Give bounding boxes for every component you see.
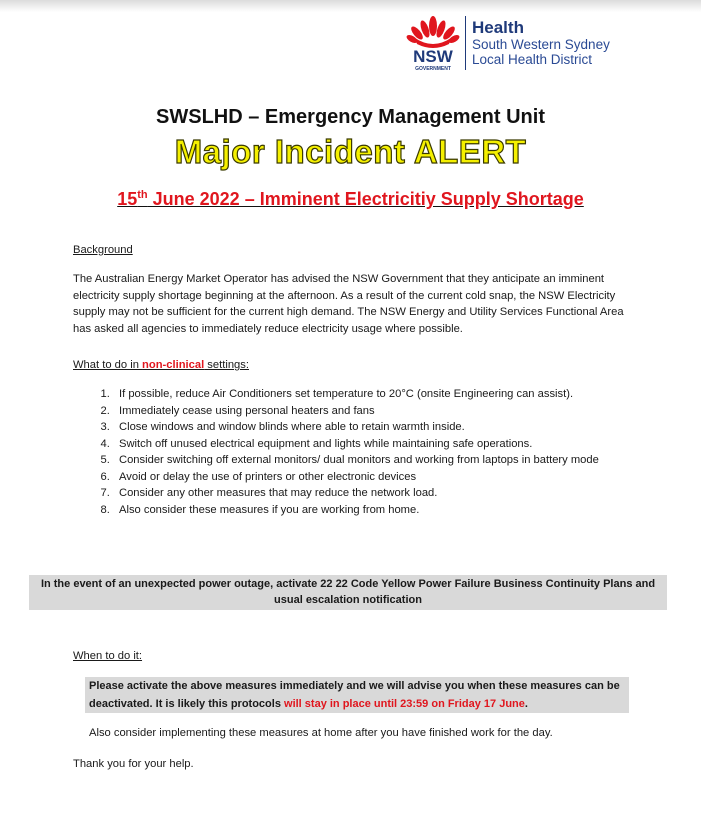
background-heading: Background [73, 244, 133, 256]
when-heading: When to do it: [73, 650, 143, 662]
measure-item: 2. Immediately cease using personal heaters and fans [113, 403, 653, 420]
measure-item: 1. If possible, reduce Air Conditioners set temperature to 20°C (onsite Engineering can assist). [113, 386, 653, 403]
measure-item: 6. Avoid or delay the use of printers or other electronic devices [113, 469, 653, 486]
measure-item: 5. Consider switching off external monitors/ dual monitors and working from laptops in battery mode [113, 452, 653, 469]
measure-item: 7. Consider any other measures that may reduce the network load. [113, 485, 653, 502]
logo-district-line1: South Western Sydney [472, 37, 610, 52]
background-paragraph: The Australian Energy Market Operator has advised the NSW Government that they anticipate an imminent electricity supply shortage beginning at the afternoon. As a result of the current cold snap, the NSW Electricity supply may not be sufficient for the current high demand. The NSW Energy and Utility Services Functional Area has asked all agencies to immediately reduce electricity usage where possible. [73, 273, 624, 335]
closing-text: Thank you for your help. [73, 758, 194, 770]
top-shade [0, 0, 701, 12]
measure-item: 4. Switch off unused electrical equipment and lights while maintaining safe operations. [113, 436, 653, 453]
alert-title: Major Incident ALERT [174, 133, 527, 170]
logo-district-line2: Local Health District [472, 52, 593, 67]
when-notice-box: Please activate the above measures immediately and we will advise you when these measures can be deactivated. It is likely this protocols will stay in place until 23:59 on Friday 17 June. [85, 677, 629, 713]
measure-item: 3. Close windows and window blinds where able to retain warmth inside. [113, 419, 653, 436]
measure-item: 8. Also consider these measures if you are working from home. [113, 502, 653, 519]
measures-list [73, 386, 653, 518]
outage-notice: In the event of an unexpected power outage, activate 22 22 Code Yellow Power Failure Business Continuity Plans and usual escalation notification [29, 575, 667, 610]
logo-health-label: Health [472, 18, 524, 37]
svg-text:NSW: NSW [413, 47, 453, 66]
nsw-health-logo [405, 14, 610, 74]
alert-date-title: 15th June 2022 – Imminent Electricitiy Supply Shortage [117, 189, 584, 209]
nsw-waratah-icon [405, 14, 461, 72]
what-to-do-heading: What to do in non-clinical settings: [73, 359, 249, 371]
svg-text:GOVERNMENT: GOVERNMENT [415, 66, 451, 72]
logo-divider [465, 16, 466, 70]
home-measures-text: Also consider implementing these measures at home after you have finished work for the day. [89, 727, 553, 739]
unit-title: SWSLHD – Emergency Management Unit [156, 106, 545, 128]
